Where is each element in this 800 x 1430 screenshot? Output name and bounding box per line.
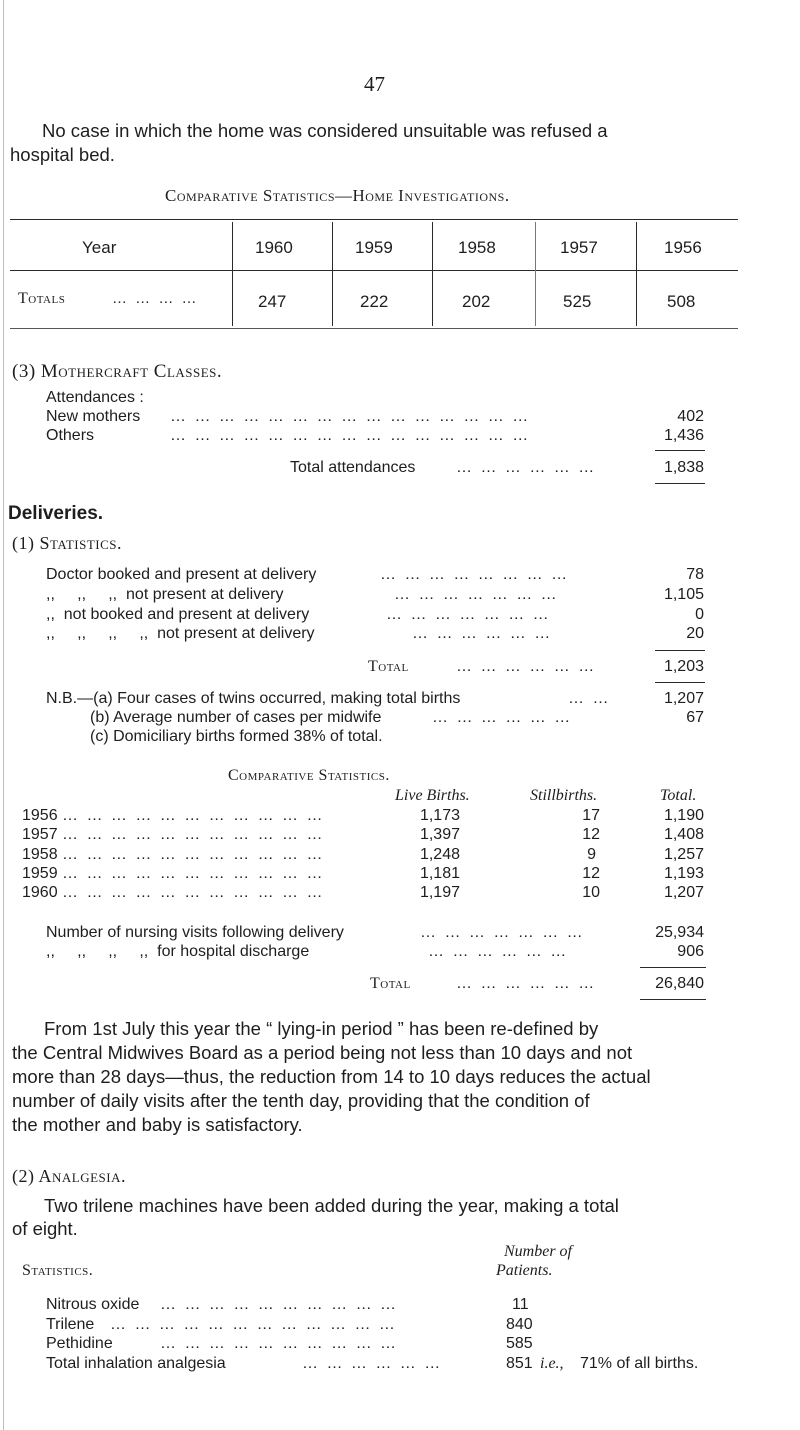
births-still: 9 <box>587 846 596 863</box>
mothercraft-row-dots: … … … … … … … … … … … … … … … <box>170 408 531 425</box>
delivery-row-dots: … … … … … … … <box>386 606 551 623</box>
delivery-row-value: 78 <box>686 566 704 583</box>
lying-in-line: the Central Midwives Board as a period being not less than 10 days and not <box>12 1042 633 1063</box>
total-1957: 525 <box>563 292 592 311</box>
sum-rule <box>655 650 705 651</box>
total-1958: 202 <box>462 292 491 311</box>
analgesia-heading: (2) Analgesia. <box>12 1166 126 1186</box>
analgesia-row-value: 11 <box>512 1296 529 1313</box>
births-total: 1,207 <box>663 884 704 901</box>
analgesia-row-value: 840 <box>506 1316 533 1333</box>
nursing-row-dots: … … … … … … … <box>420 924 585 941</box>
total-1956: 508 <box>667 292 696 311</box>
delivery-row-label: ,, ,, ,, ,, not present at delivery <box>46 625 315 642</box>
page-number: 47 <box>364 72 385 96</box>
births-total: 1,257 <box>663 846 704 863</box>
nursing-row-value: 906 <box>677 943 704 960</box>
births-year: 1958 <box>22 846 58 863</box>
sum-rule <box>640 967 706 968</box>
delivery-row-label: ,, not booked and present at delivery <box>46 606 310 623</box>
lying-in-line: more than 28 days—thus, the reduction from 14 to 10 days reduces the actual <box>12 1066 651 1087</box>
nb-line-a: N.B.—(a) Four cases of twins occurred, making total births <box>46 690 461 707</box>
header-1959: 1959 <box>355 238 393 257</box>
delivery-row-label: ,, ,, ,, not present at delivery <box>46 586 284 603</box>
analgesia-row-dots: … … … … … … … … … … … … <box>110 1316 397 1333</box>
analgesia-row-dots: … … … … … … … … … … <box>160 1335 399 1352</box>
page-margin-line <box>3 0 4 1430</box>
total-attendances-value: 1,838 <box>663 459 704 476</box>
header-1957: 1957 <box>560 238 598 257</box>
intro-line-1: No case in which the home was considered unsuitable was refused a <box>42 120 608 141</box>
analgesia-row-label: Total inhalation analgesia <box>46 1355 226 1372</box>
births-total: 1,193 <box>663 865 704 882</box>
header-1956: 1956 <box>664 238 702 257</box>
sum-rule <box>655 450 705 451</box>
lying-in-line: number of daily visits after the tenth day, providing that the condition of <box>12 1090 590 1111</box>
births-live: 1,397 <box>419 826 460 843</box>
births-year: 1957 <box>22 826 58 843</box>
delivery-row-value: 0 <box>695 606 704 623</box>
nursing-row-label: Number of nursing visits following delivery <box>46 924 344 941</box>
mothercraft-row-value: 402 <box>677 408 704 425</box>
analgesia-row-dots: … … … … … … <box>302 1355 443 1372</box>
births-dots: … … … … … … … … … … … <box>62 826 325 843</box>
analgesia-row-label: Trilene <box>46 1316 95 1333</box>
analgesia-row-value: 585 <box>506 1335 533 1352</box>
analgesia-row-dots: … … … … … … … … … … <box>160 1296 399 1313</box>
births-year: 1959 <box>22 865 58 882</box>
nb-line-b-value: 67 <box>686 709 704 726</box>
mothercraft-row-value: 1,436 <box>663 427 704 444</box>
births-still: 10 <box>582 884 600 901</box>
births-total: 1,408 <box>663 826 704 843</box>
births-dots: … … … … … … … … … … … <box>62 884 325 901</box>
births-still: 12 <box>582 826 600 843</box>
table-col-divider <box>432 222 433 326</box>
delivery-row-label: Doctor booked and present at delivery <box>46 566 317 583</box>
analgesia-note-ie: i.e., <box>540 1355 564 1372</box>
table-col-divider <box>535 222 536 326</box>
col-live-births: Live Births. <box>395 787 470 804</box>
births-live: 1,181 <box>419 865 460 882</box>
nursing-row-value: 25,934 <box>655 924 704 941</box>
deliveries-total-label: Total <box>368 658 409 675</box>
table-col-divider <box>232 222 233 326</box>
analgesia-line-2: of eight. <box>12 1218 78 1239</box>
births-still: 17 <box>582 807 600 824</box>
births-dots: … … … … … … … … … … … <box>62 846 325 863</box>
nb-line-b: (b) Average number of cases per midwife <box>90 709 382 726</box>
analgesia-col-header-1: Number of <box>504 1243 572 1260</box>
nursing-total-label: Total <box>370 975 411 992</box>
nursing-row-label: ,, ,, ,, ,, for hospital discharge <box>46 943 310 960</box>
mothercraft-heading: (3) Mothercraft Classes. <box>12 361 223 382</box>
mothercraft-row-dots: … … … … … … … … … … … … … … … <box>170 427 531 444</box>
nursing-total-value: 26,840 <box>655 975 704 992</box>
table-bottom-rule <box>10 328 738 329</box>
table-col-divider <box>636 222 637 326</box>
table-header-rule <box>10 270 738 271</box>
nursing-total-dots: … … … … … … <box>456 975 597 992</box>
mothercraft-row-label: Others <box>46 427 95 444</box>
delivery-row-value: 20 <box>686 625 704 642</box>
deliveries-total-dots: … … … … … … <box>456 658 597 675</box>
births-dots: … … … … … … … … … … … <box>62 807 325 824</box>
lying-in-line: the mother and baby is satisfactory. <box>12 1114 303 1135</box>
home-investigations-title: Comparative Statistics—Home Investigations. <box>165 186 510 205</box>
nb-line-a-value: 1,207 <box>663 690 704 707</box>
delivery-row-dots: … … … … … … … … <box>380 566 570 583</box>
table-col-divider <box>332 222 333 326</box>
births-total: 1,190 <box>663 807 704 824</box>
nb-line-a-dots: … … <box>568 690 611 707</box>
analgesia-row-label: Pethidine <box>46 1335 113 1352</box>
total-1959: 222 <box>360 292 389 311</box>
lying-in-line: From 1st July this year the “ lying-in period ” has been re-defined by <box>44 1018 599 1039</box>
analgesia-line-1: Two trilene machines have been added during the year, making a total <box>44 1195 619 1216</box>
deliveries-stats-heading: (1) Statistics. <box>12 533 123 553</box>
header-1958: 1958 <box>458 238 496 257</box>
delivery-row-dots: … … … … … … … <box>394 586 559 603</box>
table-top-rule <box>10 219 738 220</box>
sum-rule <box>655 682 705 683</box>
analgesia-col-header-2: Patients. <box>496 1262 553 1279</box>
analgesia-row-value: 851 <box>506 1355 533 1372</box>
births-live: 1,197 <box>419 884 460 901</box>
analgesia-stats-label: Statistics. <box>22 1262 94 1279</box>
nb-line-b-dots: … … … … … … <box>432 709 573 726</box>
births-live: 1,248 <box>419 846 460 863</box>
col-stillbirths: Stillbirths. <box>530 787 598 804</box>
total-attendances-label: Total attendances <box>290 459 416 476</box>
analgesia-note: 71% of all births. <box>580 1355 699 1372</box>
comparative-births-title: Comparative Statistics. <box>228 767 390 784</box>
col-total: Total. <box>660 787 697 804</box>
totals-dots: … … … … <box>112 290 199 307</box>
delivery-row-value: 1,105 <box>663 586 704 603</box>
total-1960: 247 <box>258 292 287 311</box>
header-1960: 1960 <box>255 238 293 257</box>
mothercraft-row-label: New mothers <box>46 408 141 425</box>
births-live: 1,173 <box>419 807 460 824</box>
sum-rule <box>640 999 706 1000</box>
sum-rule <box>655 483 705 484</box>
births-still: 12 <box>582 865 600 882</box>
nursing-row-dots: … … … … … … <box>428 943 569 960</box>
intro-line-2: hospital bed. <box>10 144 115 165</box>
nb-line-c: (c) Domiciliary births formed 38% of total. <box>90 728 383 745</box>
totals-label: Totals <box>18 290 66 307</box>
deliveries-total-value: 1,203 <box>663 658 704 675</box>
header-year: Year <box>82 238 117 257</box>
births-year: 1960 <box>22 884 58 901</box>
delivery-row-dots: … … … … … … <box>412 625 553 642</box>
total-attendances-dots: … … … … … … <box>456 459 597 476</box>
deliveries-heading: Deliveries. <box>8 503 104 524</box>
births-dots: … … … … … … … … … … … <box>62 865 325 882</box>
analgesia-row-label: Nitrous oxide <box>46 1296 140 1313</box>
attendances-label: Attendances : <box>46 389 144 406</box>
births-year: 1956 <box>22 807 58 824</box>
